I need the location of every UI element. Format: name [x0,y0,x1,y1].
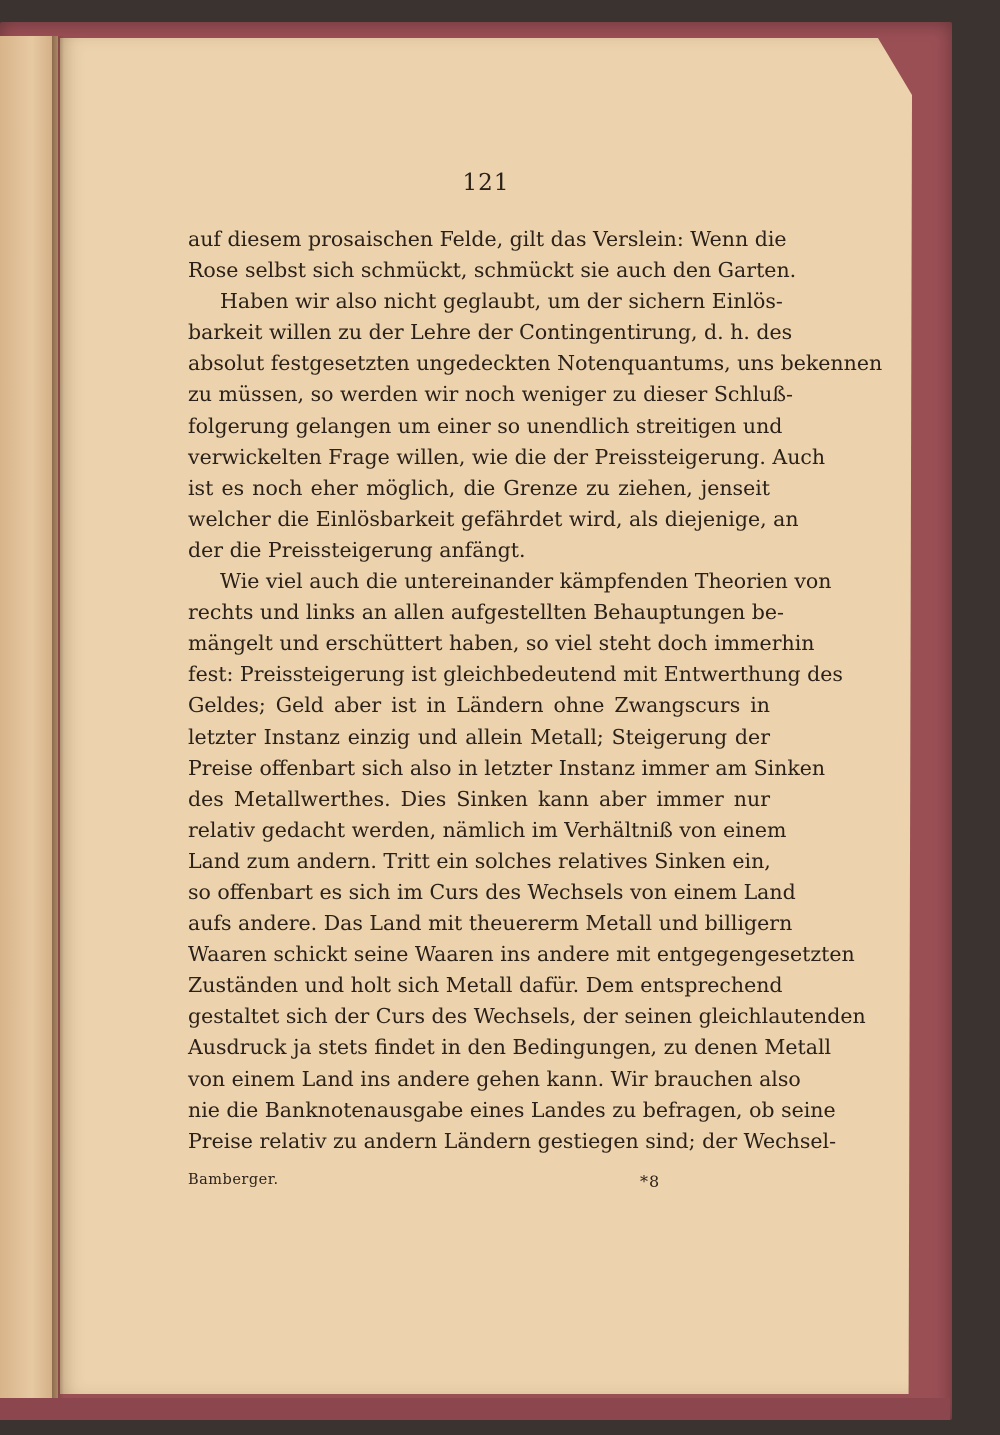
text-line: Preise offenbart sich also in letzter Instanz immer am Sinken [188,755,826,780]
text-line: barkeit willen zu der Lehre der Contingentirung, d. h. des [188,320,793,345]
text-line: letzter Instanz einzig und allein Metall; Steigerung der [188,724,770,749]
text-line: Geldes; Geld aber ist in Ländern ohne Zwangscurs in [188,693,770,718]
text-line: Rose selbst sich schmückt, schmückt sie auch den Garten. [188,258,797,283]
text-line: relativ gedacht werden, nämlich im Verhältniß von einem [188,817,787,842]
text-line: Zuständen und holt sich Metall dafür. Dem entsprechend [188,973,783,998]
text-line: Waaren schickt seine Waaren ins andere mit entgegengesetzten [188,942,855,967]
text-line: Preise relativ zu andern Ländern gestiegen sind; der Wechsel- [188,1128,837,1153]
text-line: folgerung gelangen um einer so unendlich streitigen und [188,413,783,438]
text-line: gestaltet sich der Curs des Wechsels, der seinen gleichlautenden [188,1004,866,1029]
text-line: ist es noch eher möglich, die Grenze zu ziehen, jenseit [188,475,770,500]
text-line: zu müssen, so werden wir noch weniger zu dieser Schluß- [188,382,793,407]
book-gutter [52,36,64,1398]
text-line: nie die Banknotenausgabe eines Landes zu befragen, ob seine [188,1097,836,1122]
page-number: 121 [462,170,510,196]
text-line: mängelt und erschüttert haben, so viel steht doch immerhin [188,631,815,656]
text-line: Haben wir also nicht geglaubt, um der sichern Einlös- [220,289,783,314]
text-line: Wie viel auch die untereinander kämpfenden Theorien von [220,569,832,594]
text-line: auf diesem prosaischen Felde, gilt das Verslein: Wenn die [188,227,787,251]
text-line: rechts und links an allen aufgestellten Behauptungen be- [188,600,784,625]
book-cover-edge [0,1398,950,1420]
body-text [188,224,883,1157]
signature-mark: Bamberger. [188,1172,279,1188]
text-line: fest: Preissteigerung ist gleichbedeutend mit Entwerthung des [188,662,843,687]
text-line: aufs andere. Das Land mit theuererm Metall und billigern [188,911,793,936]
text-line: des Metallwerthes. Dies Sinken kann aber immer nur [188,786,770,811]
text-line: verwickelten Frage willen, wie die der Preissteigerung. Auch [188,444,826,469]
text-line: welcher die Einlösbarkeit gefährdet wird, als diejenige, an [188,506,799,531]
text-line: absolut festgesetzten ungedeckten Notenquantums, uns bekennen [188,351,883,376]
text-line: Ausdruck ja stets findet in den Bedingungen, zu denen Metall [188,1035,832,1060]
sheet-signature: *8 [640,1172,661,1191]
left-page-edge [0,36,58,1398]
text-line: so offenbart es sich im Curs des Wechsels von einem Land [188,879,796,904]
text-line: Land zum andern. Tritt ein solches relatives Sinken ein, [188,848,771,873]
text-line: der die Preissteigerung anfängt. [188,537,526,562]
text-line: von einem Land ins andere gehen kann. Wir brauchen also [188,1066,801,1091]
